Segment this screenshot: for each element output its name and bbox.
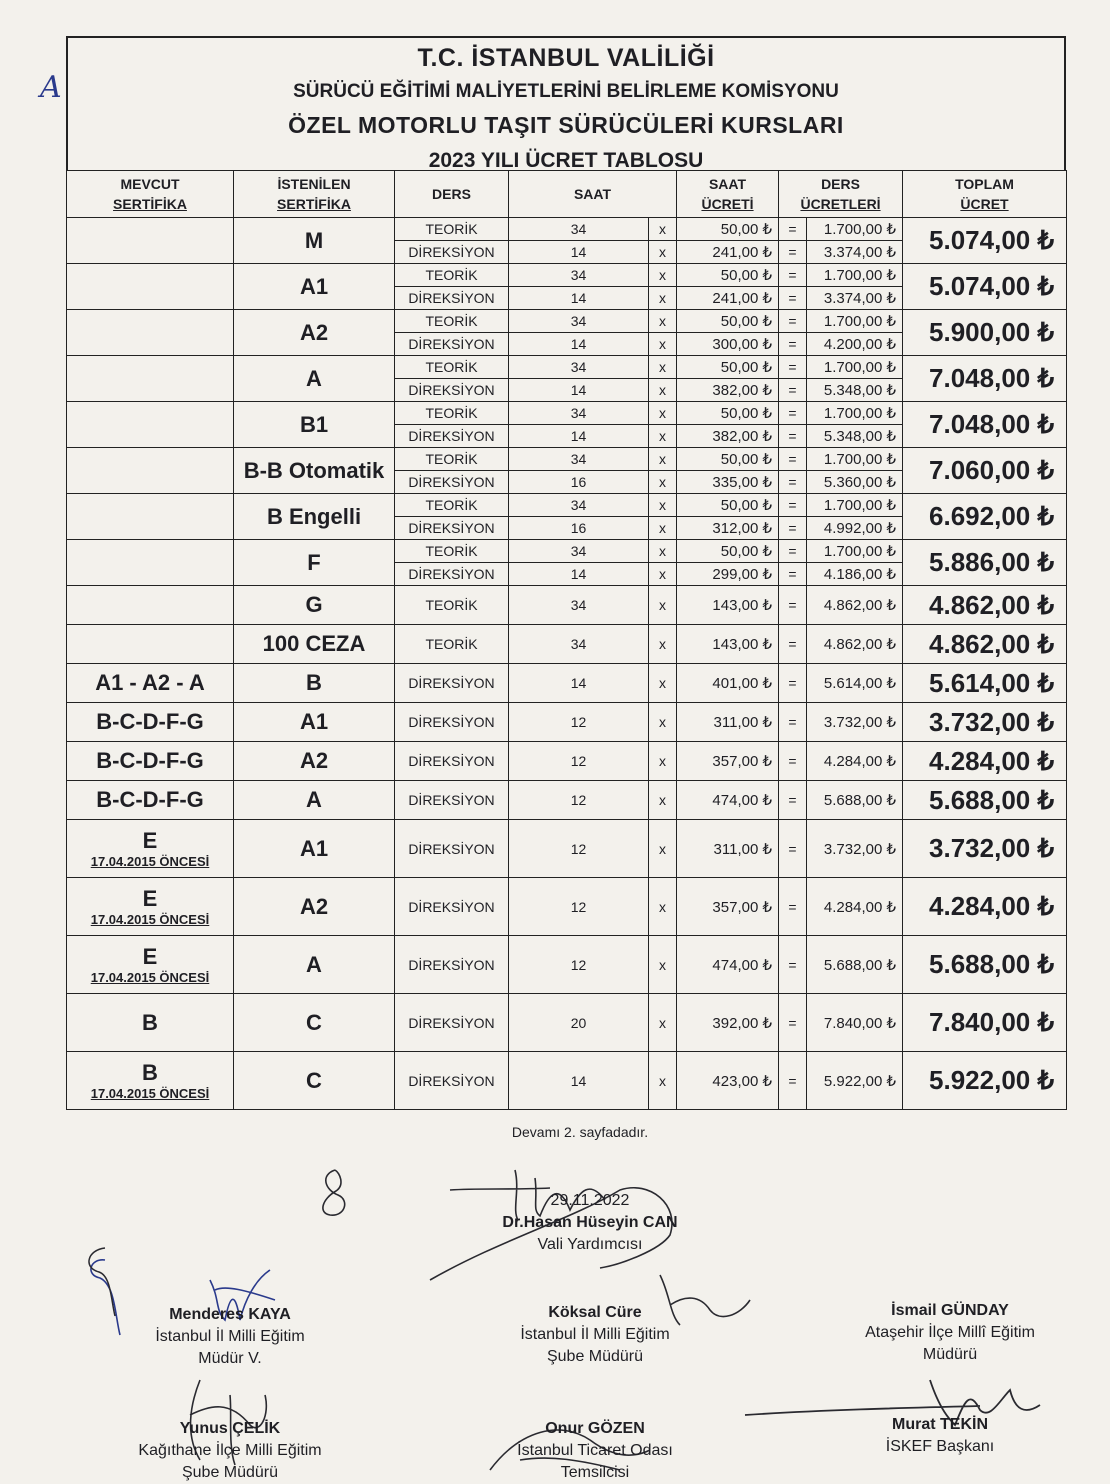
total-cell: 6.692,00 ₺ xyxy=(903,494,1067,540)
equals-sign: = xyxy=(779,218,807,241)
mevcut-value: E xyxy=(142,944,158,969)
equals-sign: = xyxy=(779,241,807,264)
istenilen-cell: 100 CEZA xyxy=(234,625,395,664)
times-sign: x xyxy=(649,333,677,356)
ders-ucreti-cell: 1.700,00 ₺ xyxy=(807,540,903,563)
signature-title-2: Müdür V. xyxy=(198,1350,262,1367)
saat-ucreti-cell: 311,00 ₺ xyxy=(677,820,779,878)
equals-sign: = xyxy=(779,402,807,425)
mevcut-value: E xyxy=(142,886,158,911)
signature-title: İSKEF Başkanı xyxy=(885,1438,995,1455)
signature-title-2: Müdürü xyxy=(922,1346,978,1363)
ders-ucreti-cell: 3.732,00 ₺ xyxy=(807,703,903,742)
saat-cell: 12 xyxy=(509,936,649,994)
mevcut-cell xyxy=(67,625,234,664)
signature-title-2: Temsilcisi xyxy=(560,1464,630,1481)
equals-sign: = xyxy=(779,664,807,703)
saat-cell: 14 xyxy=(509,664,649,703)
ders-ucreti-cell: 7.840,00 ₺ xyxy=(807,994,903,1052)
equals-sign: = xyxy=(779,310,807,333)
col-toplam: TOPLAM ÜCRET xyxy=(903,171,1067,218)
times-sign: x xyxy=(649,540,677,563)
saat-cell: 34 xyxy=(509,310,649,333)
ders-cell: TEORİK xyxy=(395,402,509,425)
istenilen-cell: A2 xyxy=(234,310,395,356)
times-sign: x xyxy=(649,471,677,494)
istenilen-cell: C xyxy=(234,994,395,1052)
ders-cell: DİREKSİYON xyxy=(395,425,509,448)
fee-table xyxy=(66,170,1067,1110)
signature-title-2: Şube Müdürü xyxy=(546,1348,644,1365)
times-sign: x xyxy=(649,402,677,425)
saat-ucreti-cell: 311,00 ₺ xyxy=(677,703,779,742)
istenilen-cell: C xyxy=(234,1052,395,1110)
signature-name: İsmail GÜNDAY xyxy=(891,1302,1009,1319)
saat-ucreti-cell: 474,00 ₺ xyxy=(677,781,779,820)
saat-cell: 34 xyxy=(509,540,649,563)
mevcut-cell xyxy=(67,540,234,586)
equals-sign: = xyxy=(779,703,807,742)
saat-cell: 12 xyxy=(509,781,649,820)
table-row xyxy=(67,994,1067,1052)
times-sign: x xyxy=(649,356,677,379)
ders-cell: TEORİK xyxy=(395,448,509,471)
ders-ucreti-cell: 1.700,00 ₺ xyxy=(807,494,903,517)
mevcut-cell xyxy=(67,742,234,781)
ders-ucreti-cell: 5.348,00 ₺ xyxy=(807,379,903,402)
ders-cell: TEORİK xyxy=(395,310,509,333)
times-sign: x xyxy=(649,310,677,333)
total-cell: 4.284,00 ₺ xyxy=(903,878,1067,936)
ders-cell: DİREKSİYON xyxy=(395,379,509,402)
signature-name: Dr.Hasan Hüseyin CAN xyxy=(502,1214,678,1231)
ders-ucreti-cell: 3.374,00 ₺ xyxy=(807,287,903,310)
ders-ucreti-cell: 1.700,00 ₺ xyxy=(807,356,903,379)
total-cell: 7.840,00 ₺ xyxy=(903,994,1067,1052)
equals-sign: = xyxy=(779,563,807,586)
total-cell: 5.900,00 ₺ xyxy=(903,310,1067,356)
mevcut-note: 17.04.2015 ÖNCESİ xyxy=(90,912,210,927)
equals-sign: = xyxy=(779,625,807,664)
saat-ucreti-cell: 50,00 ₺ xyxy=(677,494,779,517)
ders-ucreti-cell: 3.374,00 ₺ xyxy=(807,241,903,264)
times-sign: x xyxy=(649,241,677,264)
ders-ucreti-cell: 5.614,00 ₺ xyxy=(807,664,903,703)
saat-cell: 14 xyxy=(509,287,649,310)
saat-ucreti-cell: 401,00 ₺ xyxy=(677,664,779,703)
ders-cell: TEORİK xyxy=(395,625,509,664)
mevcut-cell xyxy=(67,664,234,703)
header-line-2: SÜRÜCÜ EĞİTİMİ MALİYETLERİNİ BELİRLEME KOMİSYONU xyxy=(293,81,839,102)
saat-ucreti-cell: 382,00 ₺ xyxy=(677,379,779,402)
times-sign: x xyxy=(649,287,677,310)
mevcut-value: B-C-D-F-G xyxy=(96,748,204,773)
mevcut-value: B-C-D-F-G xyxy=(96,709,204,734)
table-row xyxy=(67,936,1067,994)
saat-cell: 34 xyxy=(509,264,649,287)
times-sign: x xyxy=(649,625,677,664)
times-sign: x xyxy=(649,820,677,878)
ders-cell: DİREKSİYON xyxy=(395,994,509,1052)
saat-ucreti-cell: 50,00 ₺ xyxy=(677,310,779,333)
ders-cell: DİREKSİYON xyxy=(395,471,509,494)
istenilen-cell: A xyxy=(234,781,395,820)
table-row xyxy=(67,1052,1067,1110)
ders-cell: DİREKSİYON xyxy=(395,563,509,586)
continuation-note: Devamı 2. sayfadadır. xyxy=(511,1124,649,1140)
saat-ucreti-cell: 50,00 ₺ xyxy=(677,264,779,287)
saat-cell: 12 xyxy=(509,703,649,742)
saat-ucreti-cell: 241,00 ₺ xyxy=(677,287,779,310)
signature-title: Kağıthane İlçe Milli Eğitim xyxy=(138,1442,322,1459)
total-cell: 5.886,00 ₺ xyxy=(903,540,1067,586)
ders-cell: TEORİK xyxy=(395,494,509,517)
saat-cell: 12 xyxy=(509,742,649,781)
mevcut-cell xyxy=(67,936,234,994)
header-line-1: T.C. İSTANBUL VALİLİĞİ xyxy=(417,44,715,72)
saat-ucreti-cell: 357,00 ₺ xyxy=(677,742,779,781)
istenilen-cell: B xyxy=(234,664,395,703)
istenilen-cell: A xyxy=(234,936,395,994)
times-sign: x xyxy=(649,878,677,936)
signature-title: Vali Yardımcısı xyxy=(537,1236,643,1253)
times-sign: x xyxy=(649,781,677,820)
times-sign: x xyxy=(649,379,677,402)
total-cell: 5.074,00 ₺ xyxy=(903,218,1067,264)
signature-title: İstanbul İl Milli Eğitim xyxy=(155,1328,305,1345)
signature-title: Ataşehir İlçe Millî Eğitim xyxy=(865,1324,1035,1341)
signature-date: 29.11.2022 xyxy=(550,1192,630,1209)
mevcut-cell xyxy=(67,878,234,936)
header-line-4: 2023 YILI ÜCRET TABLOSU xyxy=(428,149,704,172)
saat-ucreti-cell: 143,00 ₺ xyxy=(677,625,779,664)
ders-ucreti-cell: 1.700,00 ₺ xyxy=(807,402,903,425)
saat-cell: 14 xyxy=(509,425,649,448)
signature-title: İstanbul İl Milli Eğitim xyxy=(520,1326,670,1343)
times-sign: x xyxy=(649,664,677,703)
signature-block-kaya xyxy=(110,1304,350,1370)
ders-ucreti-cell: 5.688,00 ₺ xyxy=(807,781,903,820)
total-cell: 3.732,00 ₺ xyxy=(903,703,1067,742)
table-row xyxy=(67,402,1067,425)
table-row xyxy=(67,625,1067,664)
initial-scribble-left xyxy=(310,1165,360,1225)
istenilen-cell: A2 xyxy=(234,742,395,781)
total-cell: 4.862,00 ₺ xyxy=(903,586,1067,625)
ders-cell: DİREKSİYON xyxy=(395,936,509,994)
saat-cell: 14 xyxy=(509,1052,649,1110)
signature-block-main xyxy=(490,1190,690,1256)
table-row xyxy=(67,356,1067,379)
signature-title-2: Şube Müdürü xyxy=(181,1464,279,1481)
ders-ucreti-cell: 4.992,00 ₺ xyxy=(807,517,903,540)
times-sign: x xyxy=(649,218,677,241)
ders-cell: DİREKSİYON xyxy=(395,742,509,781)
saat-ucreti-cell: 50,00 ₺ xyxy=(677,540,779,563)
saat-ucreti-cell: 357,00 ₺ xyxy=(677,878,779,936)
mevcut-cell xyxy=(67,402,234,448)
signature-block-gozen xyxy=(475,1418,715,1484)
total-cell: 5.688,00 ₺ xyxy=(903,936,1067,994)
table-row xyxy=(67,878,1067,936)
ders-cell: DİREKSİYON xyxy=(395,333,509,356)
istenilen-cell: M xyxy=(234,218,395,264)
col-istenilen: İSTENİLEN SERTİFİKA xyxy=(234,171,395,218)
signature-title: İstanbul Ticaret Odası xyxy=(517,1442,673,1459)
saat-ucreti-cell: 382,00 ₺ xyxy=(677,425,779,448)
table-row xyxy=(67,742,1067,781)
ders-ucreti-cell: 1.700,00 ₺ xyxy=(807,310,903,333)
saat-cell: 14 xyxy=(509,379,649,402)
table-row xyxy=(67,448,1067,471)
ders-ucreti-cell: 4.200,00 ₺ xyxy=(807,333,903,356)
istenilen-cell: B1 xyxy=(234,402,395,448)
signature-block-gunday xyxy=(830,1300,1070,1366)
signature-block-tekin xyxy=(840,1414,1040,1458)
mevcut-cell xyxy=(67,586,234,625)
table-header-row xyxy=(67,171,1067,218)
times-sign: x xyxy=(649,448,677,471)
equals-sign: = xyxy=(779,471,807,494)
times-sign: x xyxy=(649,425,677,448)
saat-cell: 34 xyxy=(509,625,649,664)
total-cell: 7.048,00 ₺ xyxy=(903,356,1067,402)
ders-cell: DİREKSİYON xyxy=(395,878,509,936)
saat-cell: 20 xyxy=(509,994,649,1052)
table-row xyxy=(67,540,1067,563)
ders-cell: DİREKSİYON xyxy=(395,820,509,878)
mevcut-cell xyxy=(67,218,234,264)
saat-ucreti-cell: 299,00 ₺ xyxy=(677,563,779,586)
equals-sign: = xyxy=(779,742,807,781)
signature-name: Menderes KAYA xyxy=(169,1306,291,1323)
times-sign: x xyxy=(649,742,677,781)
mevcut-value: B xyxy=(142,1009,158,1035)
times-sign: x xyxy=(649,703,677,742)
table-body xyxy=(67,218,1067,1110)
col-saat: SAAT xyxy=(509,171,677,218)
equals-sign: = xyxy=(779,264,807,287)
total-cell: 7.060,00 ₺ xyxy=(903,448,1067,494)
times-sign: x xyxy=(649,1052,677,1110)
times-sign: x xyxy=(649,994,677,1052)
ders-cell: DİREKSİYON xyxy=(395,287,509,310)
saat-ucreti-cell: 474,00 ₺ xyxy=(677,936,779,994)
times-sign: x xyxy=(649,586,677,625)
col-ders-ucretleri: DERS ÜCRETLERİ xyxy=(779,171,903,218)
equals-sign: = xyxy=(779,540,807,563)
saat-ucreti-cell: 300,00 ₺ xyxy=(677,333,779,356)
saat-ucreti-cell: 50,00 ₺ xyxy=(677,218,779,241)
saat-ucreti-cell: 50,00 ₺ xyxy=(677,402,779,425)
saat-cell: 16 xyxy=(509,517,649,540)
ders-cell: DİREKSİYON xyxy=(395,517,509,540)
istenilen-cell: F xyxy=(234,540,395,586)
ders-cell: DİREKSİYON xyxy=(395,1052,509,1110)
signature-name: Köksal Cüre xyxy=(548,1304,642,1321)
signature-name: Onur GÖZEN xyxy=(545,1420,645,1437)
equals-sign: = xyxy=(779,586,807,625)
table-row xyxy=(67,264,1067,287)
ders-cell: DİREKSİYON xyxy=(395,241,509,264)
istenilen-cell: G xyxy=(234,586,395,625)
istenilen-cell: A1 xyxy=(234,264,395,310)
ders-ucreti-cell: 5.688,00 ₺ xyxy=(807,936,903,994)
equals-sign: = xyxy=(779,356,807,379)
saat-ucreti-cell: 392,00 ₺ xyxy=(677,994,779,1052)
ders-cell: TEORİK xyxy=(395,218,509,241)
saat-ucreti-cell: 423,00 ₺ xyxy=(677,1052,779,1110)
saat-cell: 16 xyxy=(509,471,649,494)
ders-cell: DİREKSİYON xyxy=(395,664,509,703)
ders-ucreti-cell: 5.360,00 ₺ xyxy=(807,471,903,494)
table-row xyxy=(67,664,1067,703)
ders-cell: DİREKSİYON xyxy=(395,703,509,742)
total-cell: 5.074,00 ₺ xyxy=(903,264,1067,310)
ders-ucreti-cell: 4.284,00 ₺ xyxy=(807,878,903,936)
mevcut-note: 17.04.2015 ÖNCESİ xyxy=(90,854,210,869)
istenilen-cell: B-B Otomatik xyxy=(234,448,395,494)
total-cell: 5.614,00 ₺ xyxy=(903,664,1067,703)
col-ders: DERS xyxy=(395,171,509,218)
saat-cell: 34 xyxy=(509,356,649,379)
equals-sign: = xyxy=(779,425,807,448)
ders-cell: TEORİK xyxy=(395,264,509,287)
mevcut-value: B xyxy=(142,1060,158,1085)
times-sign: x xyxy=(649,264,677,287)
istenilen-cell: B Engelli xyxy=(234,494,395,540)
equals-sign: = xyxy=(779,878,807,936)
price-sheet xyxy=(66,36,1066,1110)
mevcut-value: B-C-D-F-G xyxy=(96,787,204,812)
saat-ucreti-cell: 241,00 ₺ xyxy=(677,241,779,264)
equals-sign: = xyxy=(779,287,807,310)
mevcut-value: E xyxy=(142,828,158,853)
equals-sign: = xyxy=(779,448,807,471)
margin-mark: A xyxy=(40,70,62,105)
saat-cell: 34 xyxy=(509,586,649,625)
ders-ucreti-cell: 4.186,00 ₺ xyxy=(807,563,903,586)
col-saat-ucreti: SAAT ÜCRETİ xyxy=(677,171,779,218)
times-sign: x xyxy=(649,936,677,994)
ders-ucreti-cell: 5.348,00 ₺ xyxy=(807,425,903,448)
mevcut-cell xyxy=(67,356,234,402)
saat-ucreti-cell: 335,00 ₺ xyxy=(677,471,779,494)
total-cell: 5.688,00 ₺ xyxy=(903,781,1067,820)
mevcut-cell xyxy=(67,820,234,878)
saat-cell: 14 xyxy=(509,563,649,586)
mevcut-cell xyxy=(67,264,234,310)
table-row xyxy=(67,310,1067,333)
mevcut-cell xyxy=(67,448,234,494)
signature-name: Murat TEKİN xyxy=(892,1416,988,1433)
total-cell: 3.732,00 ₺ xyxy=(903,820,1067,878)
mevcut-value: A1 - A2 - A xyxy=(95,670,205,695)
ders-cell: TEORİK xyxy=(395,540,509,563)
table-row xyxy=(67,586,1067,625)
total-cell: 4.284,00 ₺ xyxy=(903,742,1067,781)
table-row xyxy=(67,494,1067,517)
ders-ucreti-cell: 3.732,00 ₺ xyxy=(807,820,903,878)
ders-ucreti-cell: 4.862,00 ₺ xyxy=(807,625,903,664)
signature-name: Yunus ÇELİK xyxy=(179,1420,281,1437)
equals-sign: = xyxy=(779,517,807,540)
equals-sign: = xyxy=(779,820,807,878)
mevcut-cell xyxy=(67,310,234,356)
saat-cell: 34 xyxy=(509,494,649,517)
ders-cell: TEORİK xyxy=(395,356,509,379)
saat-cell: 14 xyxy=(509,241,649,264)
mevcut-cell xyxy=(67,994,234,1052)
istenilen-cell: A1 xyxy=(234,703,395,742)
equals-sign: = xyxy=(779,379,807,402)
total-cell: 7.048,00 ₺ xyxy=(903,402,1067,448)
ders-ucreti-cell: 4.284,00 ₺ xyxy=(807,742,903,781)
table-row xyxy=(67,703,1067,742)
saat-ucreti-cell: 50,00 ₺ xyxy=(677,356,779,379)
table-row xyxy=(67,820,1067,878)
header-line-3: ÖZEL MOTORLU TAŞIT SÜRÜCÜLERİ KURSLARI xyxy=(288,112,844,138)
signature-block-cure xyxy=(475,1302,715,1368)
equals-sign: = xyxy=(779,994,807,1052)
times-sign: x xyxy=(649,517,677,540)
saat-cell: 12 xyxy=(509,820,649,878)
saat-ucreti-cell: 312,00 ₺ xyxy=(677,517,779,540)
mevcut-cell xyxy=(67,781,234,820)
equals-sign: = xyxy=(779,1052,807,1110)
mevcut-cell xyxy=(67,703,234,742)
equals-sign: = xyxy=(779,494,807,517)
ders-ucreti-cell: 1.700,00 ₺ xyxy=(807,264,903,287)
equals-sign: = xyxy=(779,936,807,994)
istenilen-cell: A xyxy=(234,356,395,402)
ders-ucreti-cell: 1.700,00 ₺ xyxy=(807,448,903,471)
saat-cell: 34 xyxy=(509,402,649,425)
mevcut-note: 17.04.2015 ÖNCESİ xyxy=(90,1086,210,1101)
saat-cell: 12 xyxy=(509,878,649,936)
mevcut-note: 17.04.2015 ÖNCESİ xyxy=(90,970,210,985)
ders-ucreti-cell: 5.922,00 ₺ xyxy=(807,1052,903,1110)
saat-ucreti-cell: 143,00 ₺ xyxy=(677,586,779,625)
ders-cell: DİREKSİYON xyxy=(395,781,509,820)
document-header xyxy=(66,36,1066,170)
signature-block-celik xyxy=(105,1418,355,1484)
total-cell: 4.862,00 ₺ xyxy=(903,625,1067,664)
saat-cell: 34 xyxy=(509,448,649,471)
mevcut-cell xyxy=(67,1052,234,1110)
total-cell: 5.922,00 ₺ xyxy=(903,1052,1067,1110)
col-mevcut: MEVCUT SERTİFİKA xyxy=(67,171,234,218)
table-row xyxy=(67,218,1067,241)
mevcut-cell xyxy=(67,494,234,540)
saat-ucreti-cell: 50,00 ₺ xyxy=(677,448,779,471)
ders-ucreti-cell: 4.862,00 ₺ xyxy=(807,586,903,625)
times-sign: x xyxy=(649,494,677,517)
equals-sign: = xyxy=(779,333,807,356)
times-sign: x xyxy=(649,563,677,586)
table-row xyxy=(67,781,1067,820)
ders-cell: TEORİK xyxy=(395,586,509,625)
equals-sign: = xyxy=(779,781,807,820)
istenilen-cell: A1 xyxy=(234,820,395,878)
saat-cell: 34 xyxy=(509,218,649,241)
istenilen-cell: A2 xyxy=(234,878,395,936)
ders-ucreti-cell: 1.700,00 ₺ xyxy=(807,218,903,241)
saat-cell: 14 xyxy=(509,333,649,356)
